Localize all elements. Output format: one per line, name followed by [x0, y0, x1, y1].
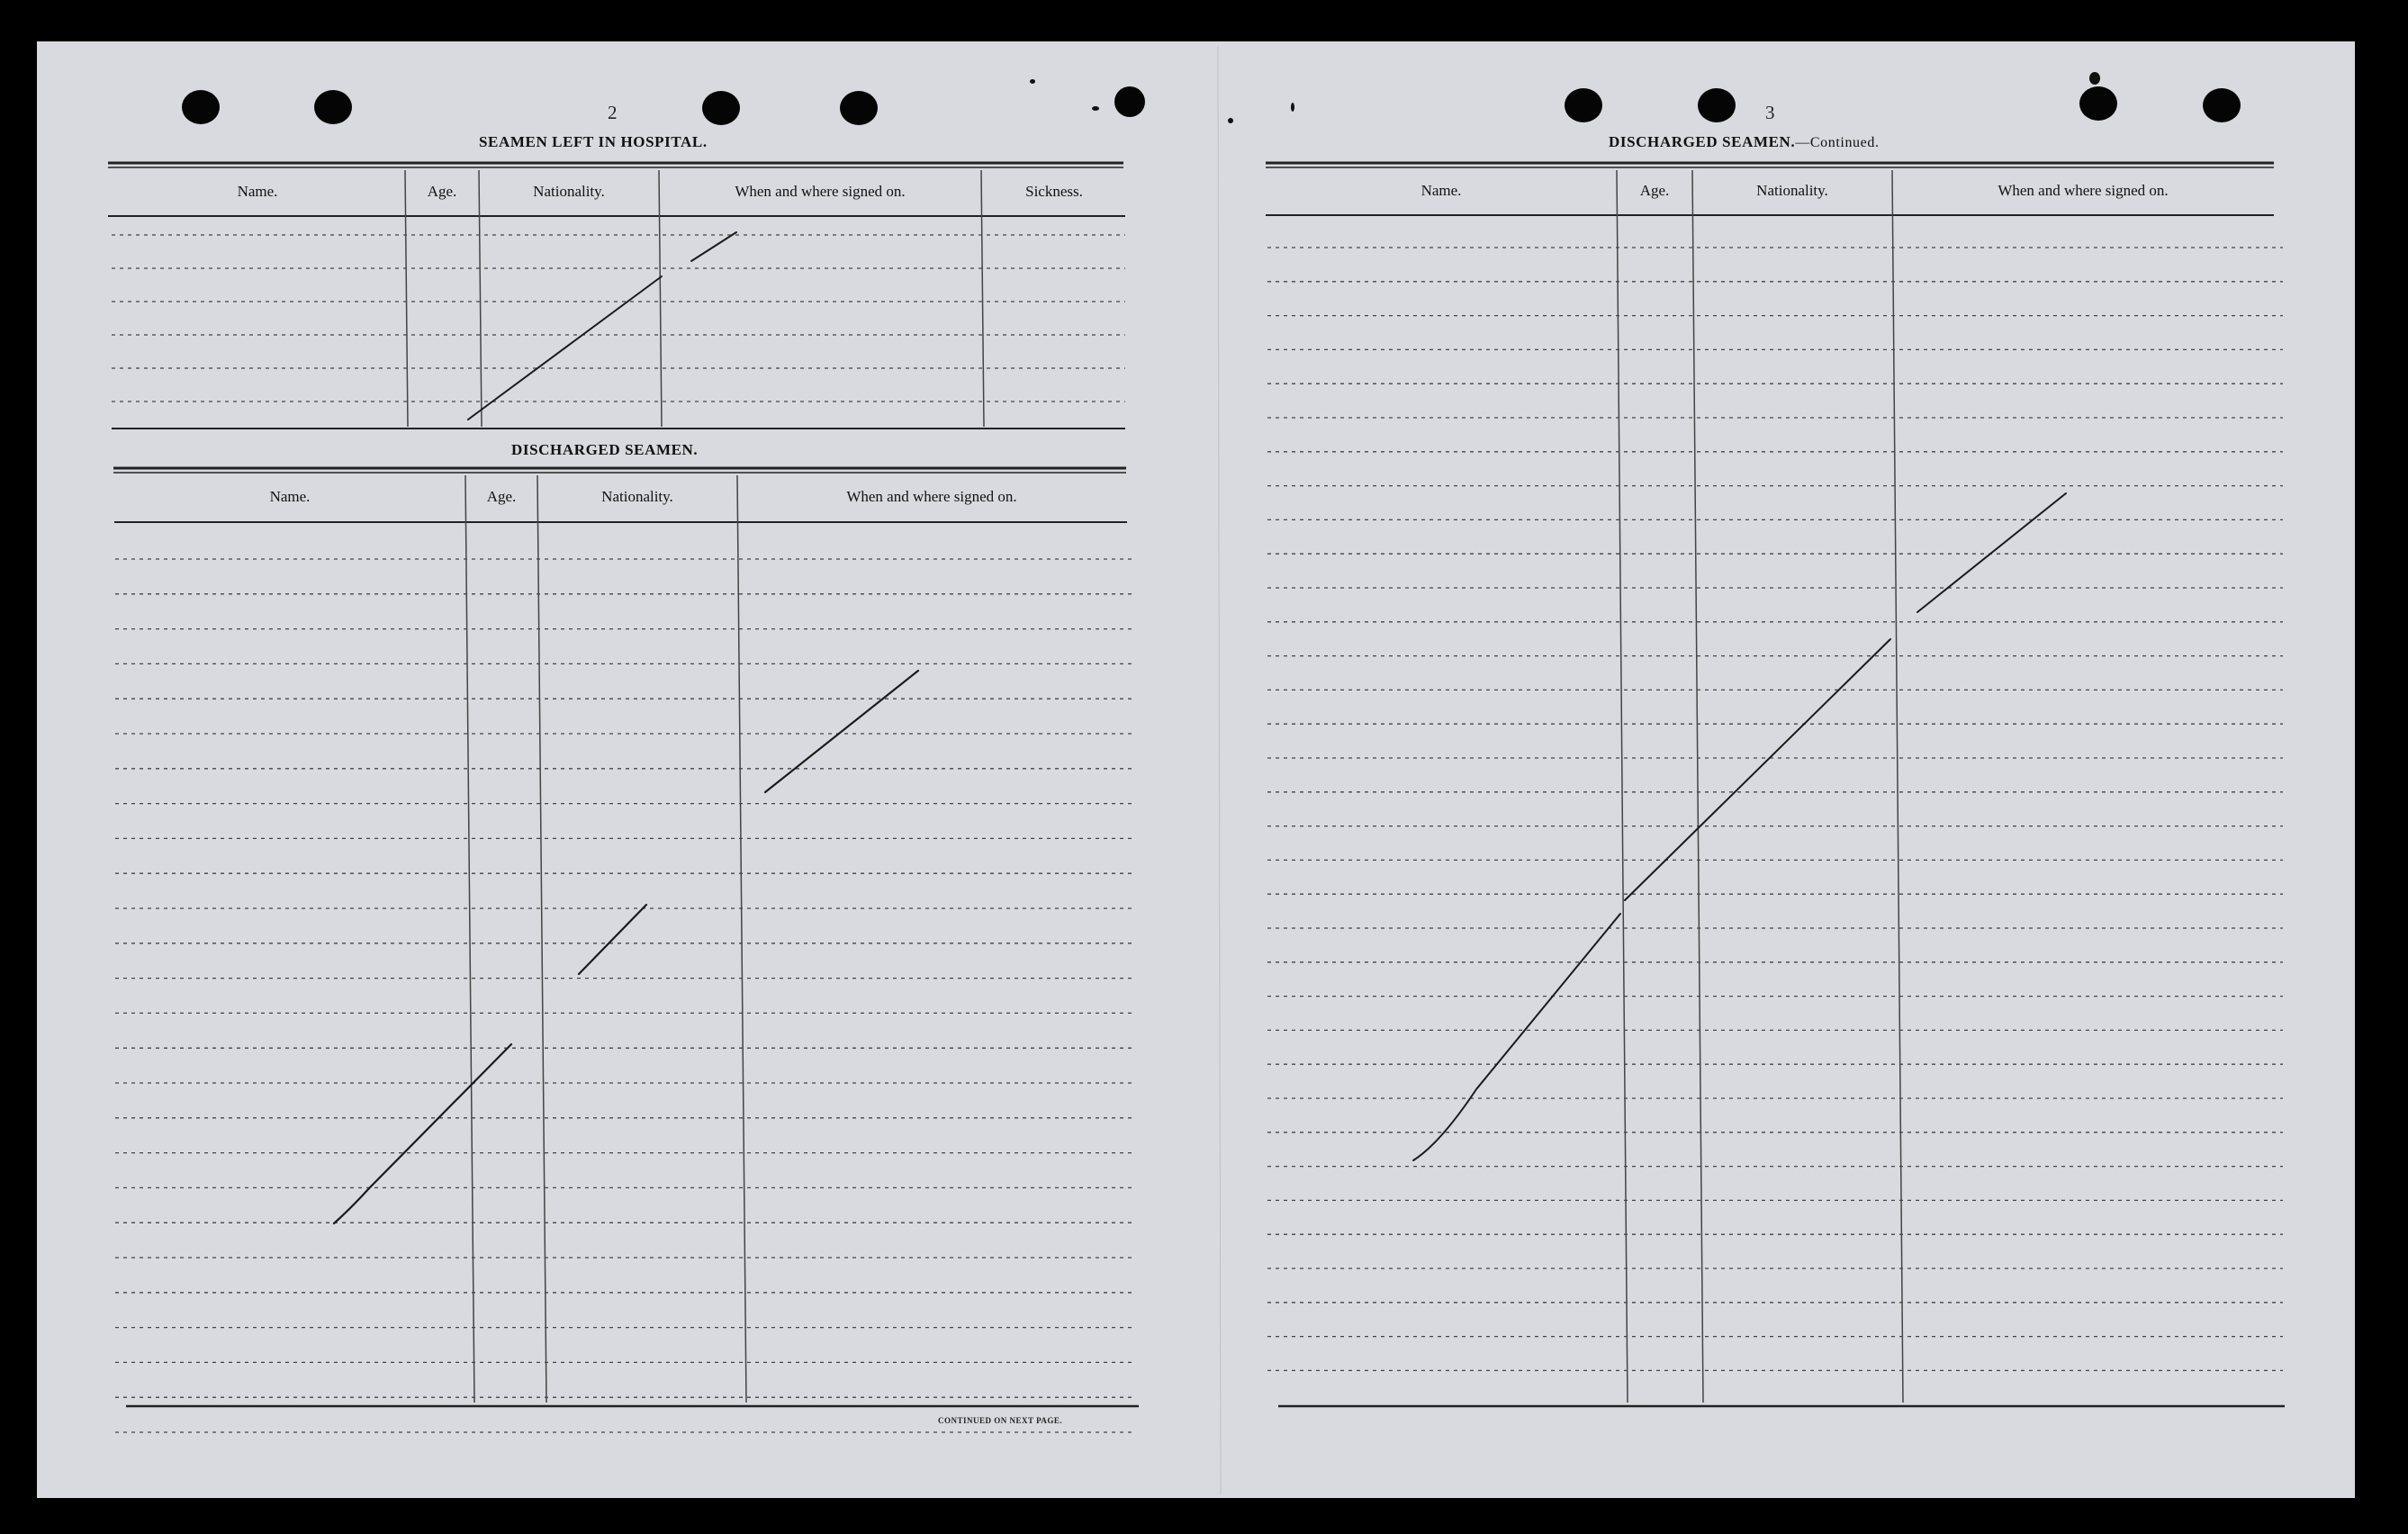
column-divider: [479, 170, 482, 427]
pen-strike-line: [468, 232, 736, 420]
column-divider: [1617, 170, 1628, 1403]
column-divider: [659, 170, 662, 427]
column-divider: [465, 475, 474, 1403]
hospital-col-age: Age.: [427, 183, 457, 200]
column-divider: [737, 475, 746, 1403]
pen-strike-line: [334, 671, 918, 1223]
column-divider: [1692, 170, 1703, 1403]
pen-strike-line: [1413, 493, 2066, 1160]
column-divider: [405, 170, 408, 427]
continued-col-signed-on: When and where signed on.: [1998, 182, 2169, 199]
discharged-col-signed-on: When and where signed on.: [846, 488, 1017, 505]
discharged-col-age: Age.: [486, 488, 517, 505]
discharged-col-name: Name.: [269, 488, 311, 505]
discharged-continued-title-text: DISCHARGED SEAMEN.: [1609, 133, 1796, 150]
column-divider: [537, 475, 546, 1403]
hospital-col-name: Name.: [237, 183, 278, 200]
page-number-left: 2: [608, 102, 618, 123]
discharged-section-title: DISCHARGED SEAMEN.: [511, 441, 699, 458]
continued-col-age: Age.: [1639, 182, 1670, 199]
hospital-col-sickness: Sickness.: [1025, 183, 1083, 200]
continued-col-name: Name.: [1420, 182, 1462, 199]
column-divider: [1892, 170, 1903, 1403]
hospital-col-signed-on: When and where signed on.: [735, 183, 906, 200]
continued-footer: CONTINUED ON NEXT PAGE.: [938, 1416, 1063, 1425]
hospital-col-nationality: Nationality.: [533, 183, 605, 200]
continued-suffix: —Continued.: [1795, 135, 1880, 150]
continued-col-nationality: Nationality.: [1756, 182, 1828, 199]
page-number-right: 3: [1765, 102, 1775, 123]
page-fold: [1218, 47, 1221, 1494]
column-divider: [981, 170, 984, 427]
hospital-section-title: SEAMEN LEFT IN HOSPITAL.: [479, 133, 708, 150]
discharged-col-nationality: Nationality.: [601, 488, 673, 505]
